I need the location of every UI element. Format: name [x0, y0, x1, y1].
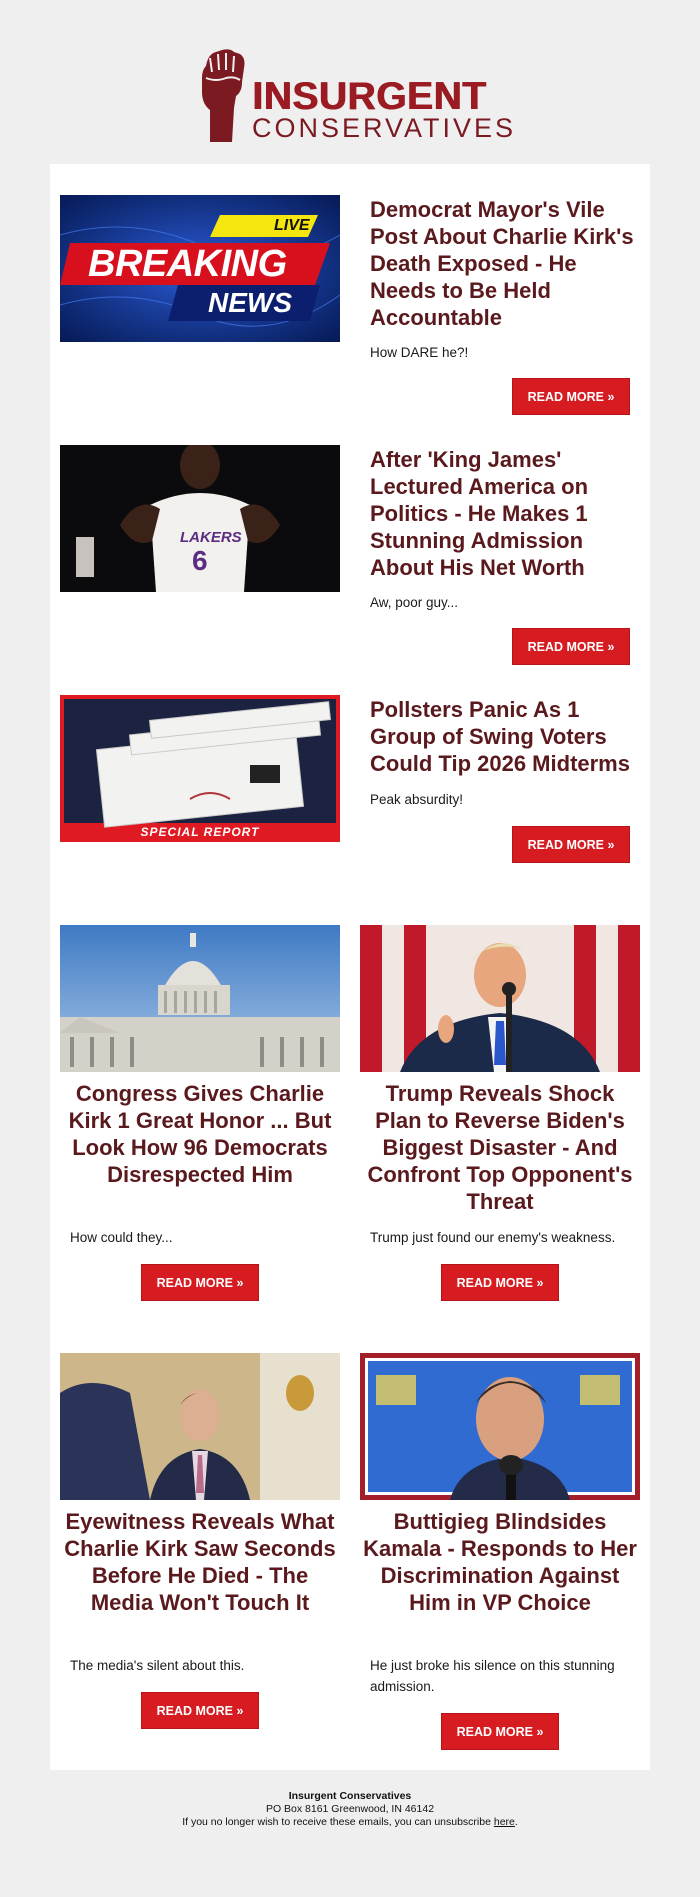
footer-unsubscribe-text: If you no longer wish to receive these emails, you can unsubscribe: [182, 1816, 491, 1828]
capitol-building-photo-icon: [60, 925, 340, 1072]
article-6-teaser: The media's silent about this.: [70, 1658, 245, 1673]
banner-live-text: LIVE: [274, 217, 310, 234]
man-speaking-photo-icon: [360, 1353, 640, 1500]
speaker-at-podium-photo-icon: [360, 925, 640, 1072]
article-7-read-more-button[interactable]: READ MORE »: [441, 1713, 559, 1750]
brand-logo[interactable]: [0, 40, 700, 150]
brand-name-bottom: CONSERVATIVES: [252, 113, 517, 143]
mail-ballots-photo-icon: [60, 695, 340, 842]
article-7-headline[interactable]: Buttigieg Blindsides Kamala - Responds to Her Discrimination Against Him in VP Choice: [363, 1509, 637, 1615]
article-5-read-more-button[interactable]: READ MORE »: [441, 1264, 559, 1301]
article-4-teaser: How could they...: [70, 1230, 173, 1245]
article-5-teaser: Trump just found our enemy's weakness.: [370, 1230, 616, 1245]
article-3-read-more-button[interactable]: READ MORE »: [512, 826, 630, 863]
footer-address: PO Box 8161 Greenwood, IN 46142: [265, 1803, 435, 1815]
newsletter-card: [50, 164, 650, 1770]
article-5-image[interactable]: [360, 925, 640, 1072]
article-7-image[interactable]: [360, 1353, 640, 1500]
article-1-image[interactable]: [60, 195, 340, 342]
article-3-headline[interactable]: Pollsters Panic As 1 Group of Swing Voters Could Tip 2026 Midterms: [370, 697, 630, 776]
article-5-headline[interactable]: Trump Reveals Shock Plan to Reverse Biden's Biggest Disaster - And Confront Top Opponent's Threat: [367, 1081, 633, 1214]
article-4-image[interactable]: [60, 925, 340, 1072]
brand-name-top: INSURGENT: [252, 75, 487, 118]
article-1-read-more-button[interactable]: READ MORE »: [512, 378, 630, 415]
article-6-headline[interactable]: Eyewitness Reveals What Charlie Kirk Saw Seconds Before He Died - The Media Won't Touch It: [64, 1509, 336, 1615]
article-2-image[interactable]: [60, 445, 340, 592]
raised-fist-icon: [196, 48, 246, 144]
article-4-read-more-button[interactable]: READ MORE »: [141, 1264, 259, 1301]
special-report-ribbon: SPECIAL REPORT: [140, 825, 260, 839]
article-2-read-more-button[interactable]: READ MORE »: [512, 628, 630, 665]
article-4-headline[interactable]: Congress Gives Charlie Kirk 1 Great Honor ... But Look How 96 Democrats Disrespected Him: [68, 1081, 332, 1187]
article-7-teaser: He just broke his silence on this stunning admission.: [370, 1658, 615, 1694]
footer-period: .: [514, 1816, 518, 1828]
article-3-teaser: Peak absurdity!: [370, 792, 464, 807]
banner-news-text: NEWS: [208, 287, 292, 318]
article-3-image[interactable]: [60, 695, 340, 842]
jersey-team-text: LAKERS: [180, 529, 242, 546]
article-2-teaser: Aw, poor guy...: [370, 595, 459, 610]
footer-unsubscribe-line: [0, 1816, 700, 1829]
footer-company: Insurgent Conservatives: [288, 1790, 412, 1802]
banner-breaking-text: BREAKING: [88, 243, 287, 285]
footer: [0, 1790, 700, 1829]
article-2-headline[interactable]: After 'King James' Lectured America on Politics - He Makes 1 Stunning Admission About His Net Worth: [370, 447, 589, 580]
jersey-number-text: 6: [192, 545, 208, 576]
unsubscribe-link[interactable]: here: [493, 1816, 515, 1828]
article-6-image[interactable]: [60, 1353, 340, 1500]
man-in-suit-photo-icon: [60, 1353, 340, 1500]
article-6-read-more-button[interactable]: READ MORE »: [141, 1692, 259, 1729]
article-1-headline[interactable]: Democrat Mayor's Vile Post About Charlie Kirk's Death Exposed - He Needs to Be Held Accountable: [370, 197, 634, 330]
article-1-teaser: How DARE he?!: [370, 345, 469, 360]
